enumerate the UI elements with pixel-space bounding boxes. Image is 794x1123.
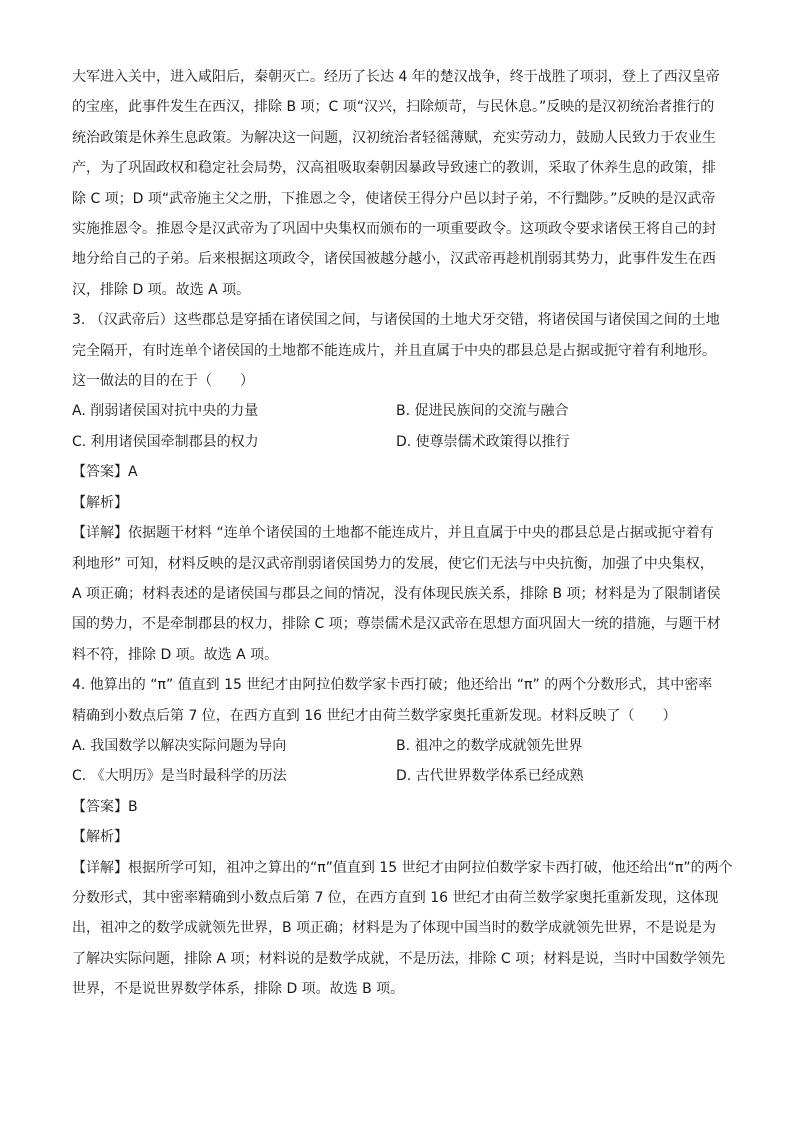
option-b: B. 促进民族间的交流与融合 <box>396 403 569 420</box>
option-d: D. 古代世界数学体系已经成熟 <box>396 768 584 785</box>
detail-line: 世界，不是说世界数学体系，排除 D 项。故选 B 项。 <box>72 981 405 998</box>
detail-line: A 项正确；材料表述的是诸侯国与郡县之间的情况，没有体现民族关系，排除 B 项；材料是为了限制诸侯 <box>72 585 721 602</box>
question-stem-line: 4. 他算出的 “π” 值直到 15 世纪才由阿拉伯数学家卡西打破；他还给出 “π” 的两个分数形式，其中密率 <box>72 677 713 694</box>
analysis-label: 【解析】 <box>72 829 128 846</box>
text-line: 实施推恩令。推恩令是汉武帝为了巩固中央集权而颁布的一项重要政令。这项政令要求诸侯王将自己的封 <box>72 221 716 238</box>
options-row <box>72 427 724 457</box>
options-row <box>72 761 724 791</box>
analysis-label: 【解析】 <box>72 494 128 511</box>
detail-line: 利地形” 可知，材料反映的是汉武帝削弱诸侯国势力的发展，使它们无法与中央抗衡，加强了中央集权， <box>72 555 714 572</box>
text-line: 地分给自己的子弟。后来根据这项政令，诸侯国被越分越小，汉武帝再趁机削弱其势力，此事件发生在西 <box>72 251 716 268</box>
question-4 <box>72 670 733 1004</box>
document-page <box>72 62 733 1005</box>
detail-line: 分数形式，其中密率精确到小数点后第 7 位，在西方直到 16 世纪才由荷兰数学家奥托重新发现，这体现 <box>72 889 719 906</box>
detail-line: 了解决实际问题，排除 A 项；材料说的是数学成就，不是历法，排除 C 项；材料是说，当时中国数学领先 <box>72 950 726 967</box>
answer-label: 【答案】B <box>72 798 138 815</box>
text-line: 除 C 项；D 项“武帝施主父之册，下推恩之令，使诸侯王得分户邑以封子弟，不行黜陟。”反映的是汉武帝 <box>72 190 716 207</box>
option-d: D. 使尊崇儒术政策得以推行 <box>396 433 570 450</box>
text-line: 的宝座，此事件发生在西汉，排除 B 项；C 项“汉兴，扫除烦苛，与民休息。”反映的是汉初统治者推行的 <box>72 99 715 116</box>
option-a: A. 削弱诸侯国对抗中央的力量 <box>72 403 259 420</box>
question-stem-line: 精确到小数点后第 7 位，在西方直到 16 世纪才由荷兰数学家奥托重新发现。材料反映了（ ） <box>72 707 677 724</box>
question-3 <box>72 305 724 670</box>
text-line: 产，为了巩固政权和稳定社会局势，汉高祖吸取秦朝因暴政导致速亡的教训，采取了休养生息的政策，排 <box>72 160 716 177</box>
detail-line: 出，祖冲之的数学成就领先世界，B 项正确；材料是为了体现中国当时的数学成就领先世界，不是说是为 <box>72 920 717 937</box>
answer-label: 【答案】A <box>72 464 138 481</box>
text-line: 统治政策是休养生息政策。为解决这一问题，汉初统治者轻徭薄赋，充实劳动力，鼓励人民致力于农业生 <box>72 129 716 146</box>
detail-line: 【详解】依据题干材料 “连单个诸侯国的土地都不能连成片，并且直属于中央的郡县总是占据或扼守着有 <box>72 525 714 542</box>
option-c: C. 利用诸侯国牵制郡县的权力 <box>72 433 259 450</box>
question-stem-line: 这一做法的目的在于（ ） <box>72 373 254 390</box>
text-line: 汉，排除 D 项。故选 A 项。 <box>72 281 251 298</box>
question-stem-line: 完全隔开，有时连单个诸侯国的土地都不能连成片，并且直属于中央的郡县总是占据或扼守着有利地形。 <box>72 342 716 359</box>
text-line: 大军进入关中，进入咸阳后，秦朝灭亡。经历了长达 4 年的楚汉战争，终于战胜了项羽，登上了西汉皇帝 <box>72 69 720 85</box>
options-row <box>72 396 724 426</box>
question-stem-line: 3. （汉武帝后）这些郡总是穿插在诸侯国之间，与诸侯国的土地犬牙交错，将诸侯国与诸侯国之间的土地 <box>72 312 720 329</box>
detail-line: 【详解】根据所学可知，祖冲之算出的“π”值直到 15 世纪才由阿拉伯数学家卡西打破，他还给出“π”的两个 <box>72 859 733 876</box>
option-a: A. 我国数学以解决实际问题为导向 <box>72 737 287 754</box>
previous-analysis <box>72 62 724 305</box>
options-row <box>72 731 724 761</box>
detail-line: 国的势力，不是牵制郡县的权力，排除 C 项；尊崇儒术是汉武帝在思想方面巩固大一统的措施，与题干材 <box>72 616 721 633</box>
option-b: B. 祖冲之的数学成就领先世界 <box>396 737 583 754</box>
option-c: C. 《大明历》是当时最科学的历法 <box>72 768 287 785</box>
detail-line: 料不符，排除 D 项。故选 A 项。 <box>72 646 279 663</box>
